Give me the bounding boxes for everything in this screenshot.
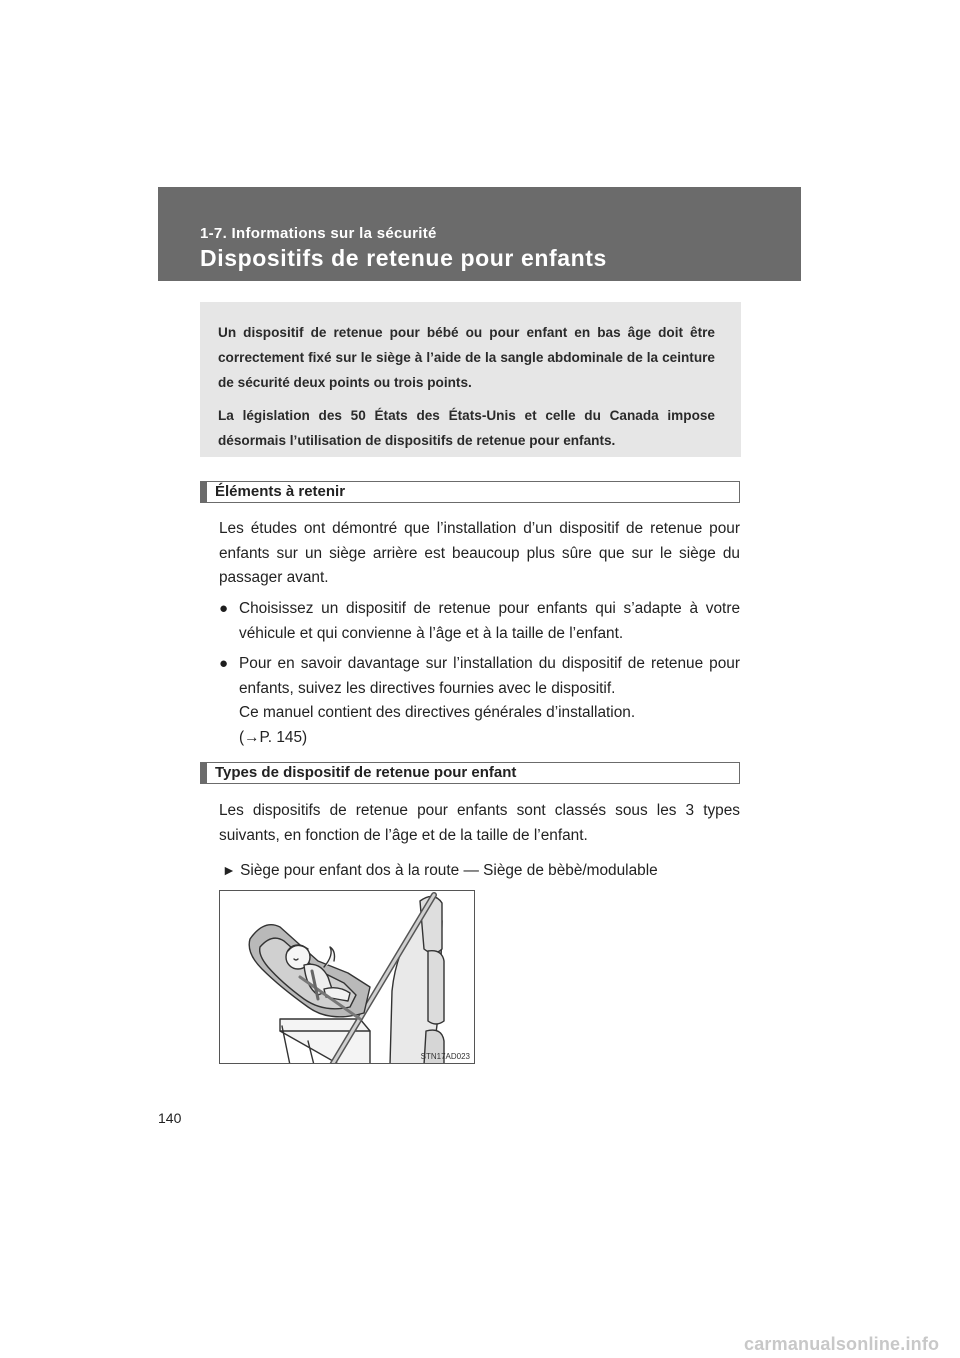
type-item-label: Siège pour enfant dos à la route — Siège de bèbè/modulable [240,862,658,879]
watermark-text[interactable]: carmanualsonline.info [744,1334,940,1354]
triangle-right-icon: ► [222,862,236,878]
sub-heading-elements: Éléments à retenir [200,481,740,503]
section2-paragraph: Les dispositifs de retenue pour enfants sont classés sous les 3 types suivants, en fonction de l’âge et de la taille de l’enfant. [219,802,740,844]
bullet-icon: ● [219,655,229,672]
page-reference-link[interactable]: (→P. 145) [239,728,308,746]
intro-box [200,302,741,457]
bullet-text: Pour en savoir davantage sur l’installation du dispositif de retenue pour enfants, suivez les directives fournies avec le dispositif. [239,655,740,697]
bullet-icon: ● [219,600,229,617]
header-band [158,187,801,281]
figure-code: STN17AD023 [420,1052,470,1061]
intro-paragraph: Un dispositif de retenue pour bébé ou pour enfant en bas âge doit être correctement fixé sur le siège à l’aide de la sangle abdominale de la ceinture de sécurité deux points ou trois points. [218,325,715,390]
page-number: 140 [158,1110,182,1126]
child-seat-illustration [219,890,475,1064]
type-item [222,858,658,883]
list-item [219,652,740,750]
intro-paragraph: La législation des 50 États des États-Unis et celle du Canada impose désormais l’utilisation de dispositifs de retenue pour enfants. [218,408,715,448]
sub-heading-types: Types de dispositif de retenue pour enfant [200,762,740,784]
bullet-extra: Ce manuel contient des directives générales d’installation. [239,704,636,721]
list-item [219,597,740,646]
section-label: 1-7. Informations sur la sécurité [200,225,437,242]
rear-facing-seat-drawing [220,891,475,1064]
bullet-text: Choisissez un dispositif de retenue pour enfants qui s’adapte à votre véhicule et qui convienne à l’âge et à la taille de l’enfant. [239,600,740,642]
page-title: Dispositifs de retenue pour enfants [200,245,607,271]
section1-paragraph: Les études ont démontré que l’installation d’un dispositif de retenue pour enfants sur un siège arrière est beaucoup plus sûre que sur le siège du passager avant. [219,520,740,586]
